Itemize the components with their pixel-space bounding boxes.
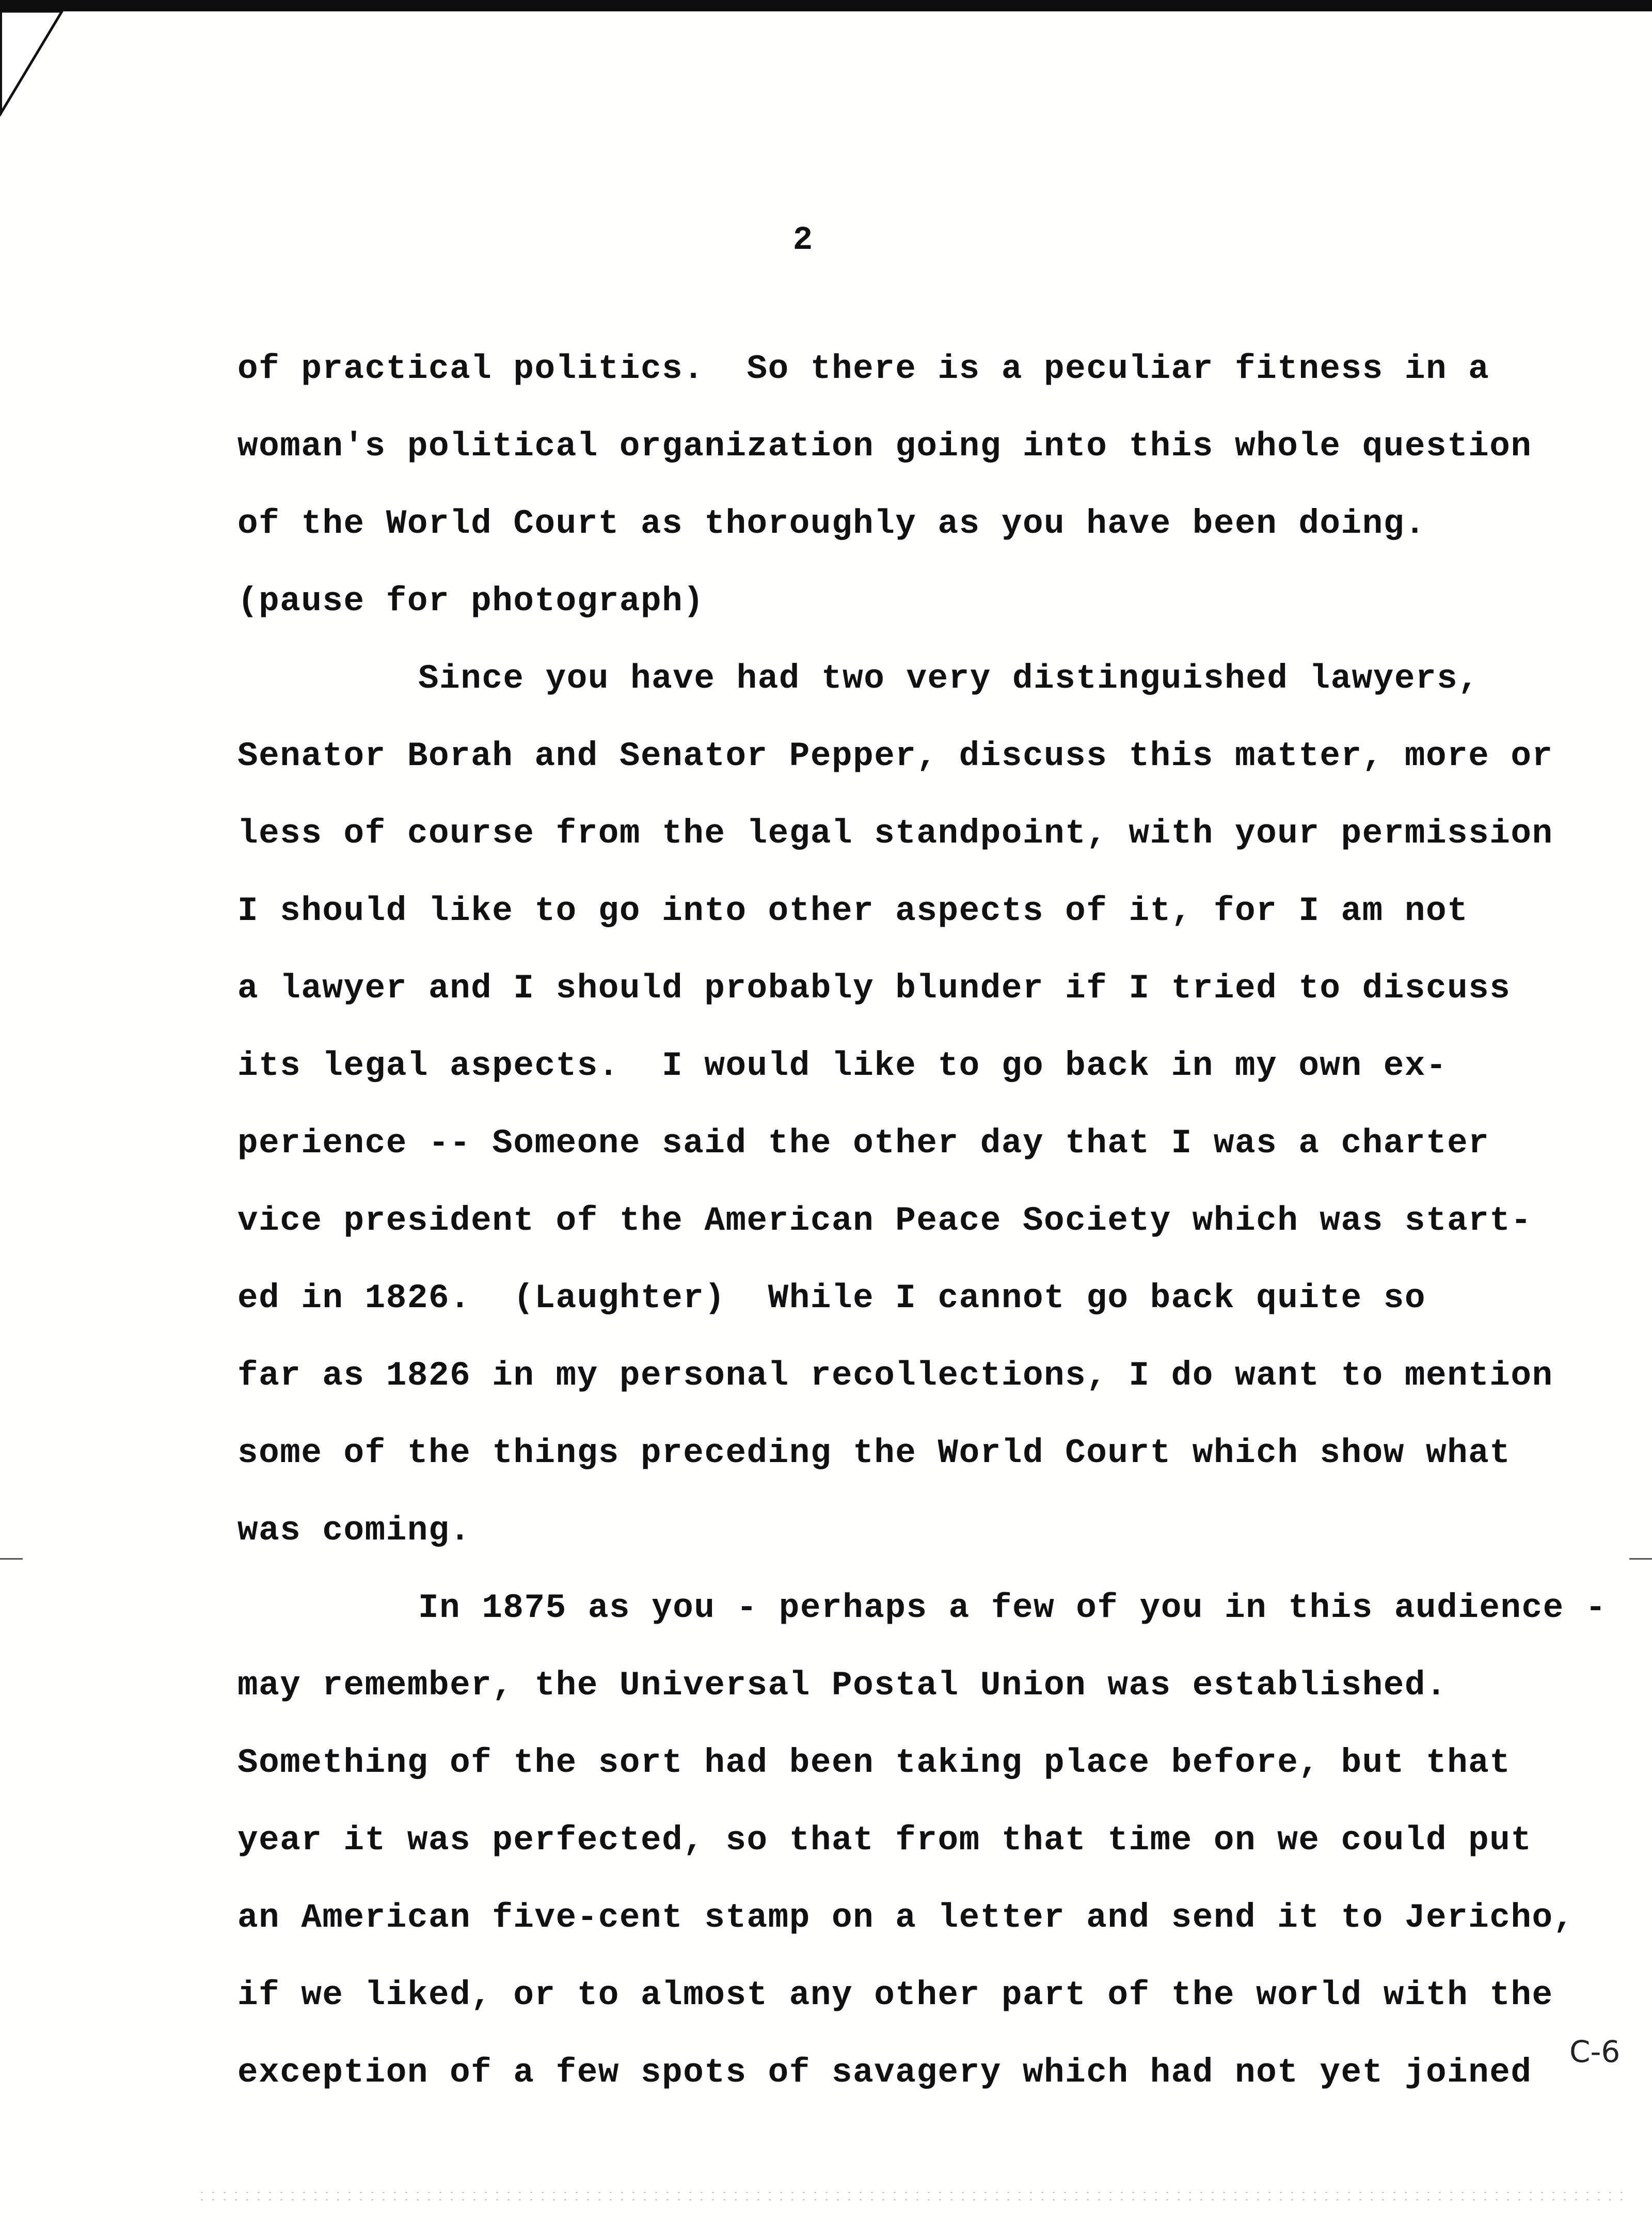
page-number: 2 [792,222,813,259]
text-line: its legal aspects. I would like to go back in my own ex- [237,1046,1448,1085]
text-line: some of the things preceding the World Court which show what [237,1434,1511,1472]
scan-top-edge [0,0,1652,11]
text-line: ed in 1826. (Laughter) While I cannot go back quite so [237,1279,1426,1318]
text-line: year it was perfected, so that from that time on we could put [237,1821,1532,1860]
text-line: I should like to go into other aspects of it, for I am not [237,892,1469,930]
text-line: Senator Borah and Senator Pepper, discuss this matter, more or [237,737,1553,775]
text-line: exception of a few spots of savagery which had not yet joined [237,2053,1532,2092]
text-line: Something of the sort had been taking place before, but that [237,1743,1511,1782]
text-line: woman's political organization going into this whole question [237,427,1532,466]
text-line: less of course from the legal standpoint, with your permission [237,814,1553,853]
text-line: an American five-cent stamp on a letter and send it to Jericho, [237,1898,1575,1937]
text-line: may remember, the Universal Postal Union was established. [237,1666,1448,1705]
text-line: if we liked, or to almost any other part of the world with the [237,1976,1553,2014]
paragraph-start-line: Since you have had two very distinguished lawyers, [418,659,1480,698]
text-line: of the World Court as thoroughly as you have been doing. [237,504,1426,543]
handwritten-margin-note: C-6 [1569,2034,1621,2069]
corner-fold-mark [0,11,72,125]
text-line: was coming. [237,1511,471,1550]
text-line: a lawyer and I should probably blunder if I tried to discuss [237,969,1511,1008]
text-line: perience -- Someone said the other day that I was a charter [237,1124,1490,1163]
text-line: of practical politics. So there is a peculiar fitness in a [237,350,1490,388]
left-margin-tick [0,1558,23,1560]
right-margin-tick [1629,1558,1652,1560]
text-line: far as 1826 in my personal recollections, I do want to mention [237,1356,1553,1395]
scan-noise-strip [196,2189,1631,2204]
text-line: vice president of the American Peace Society which was start- [237,1201,1532,1240]
paragraph-start-line: In 1875 as you - perhaps a few of you in this audience - [418,1589,1607,1627]
text-line: (pause for photograph) [237,582,705,621]
